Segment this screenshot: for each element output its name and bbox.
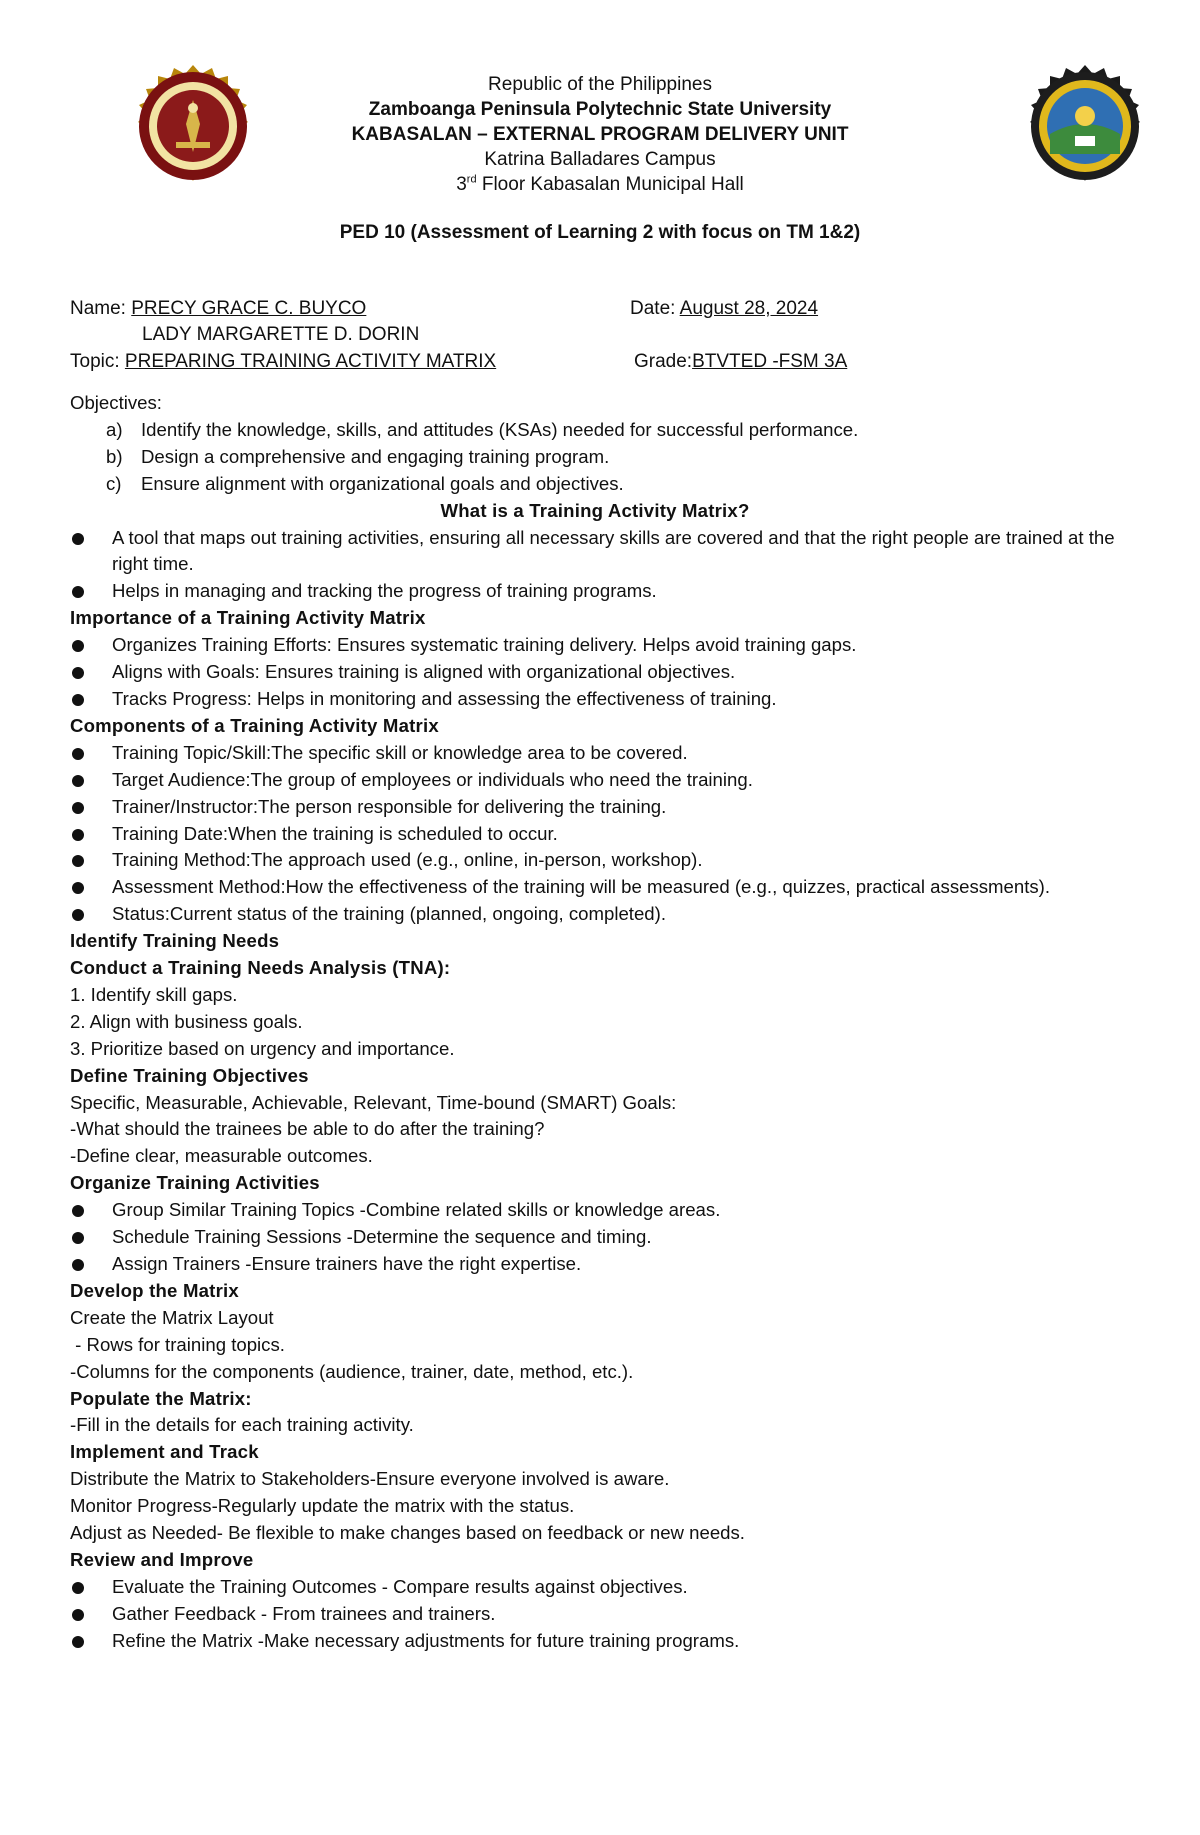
bullet-icon	[72, 1636, 84, 1648]
floor-line	[0, 172, 1200, 197]
bullet-icon	[72, 533, 84, 545]
bullet-text: Organizes Training Efforts: Ensures systematic training delivery. Helps avoid training gaps.	[112, 634, 857, 656]
text-line: Specific, Measurable, Achievable, Relevant, Time-bound (SMART) Goals:	[70, 1091, 677, 1113]
unit-name: KABASALAN – EXTERNAL PROGRAM DELIVERY UNIT	[351, 124, 849, 145]
bullet-item	[70, 632, 1120, 659]
bullet-item	[70, 740, 1120, 767]
bullet-icon	[72, 909, 84, 921]
section-heading: Review and Improve	[70, 1548, 254, 1570]
objective-marker: c)	[106, 472, 122, 494]
bullet-icon	[72, 775, 84, 787]
objective-text: Ensure alignment with organizational goals and objectives.	[141, 472, 624, 494]
objective-item	[70, 417, 1120, 444]
republic-line: Republic of the Philippines	[488, 74, 712, 95]
bullet-text: Status:Current status of the training (planned, ongoing, completed).	[112, 903, 667, 925]
section-heading: Develop the Matrix	[70, 1279, 239, 1301]
section-heading: Identify Training Needs	[70, 930, 280, 952]
objectives-label: Objectives:	[70, 392, 162, 413]
objective-text: Identify the knowledge, skills, and attitudes (KSAs) needed for successful performance.	[141, 418, 859, 440]
bullet-item	[70, 1197, 1120, 1224]
text-line: Create the Matrix Layout	[70, 1306, 274, 1328]
numbered-line: 1. Identify skill gaps.	[70, 983, 238, 1005]
bullet-text: Target Audience:The group of employees or individuals who need the training.	[112, 768, 753, 790]
section-heading: Organize Training Activities	[70, 1172, 320, 1194]
section-heading: Implement and Track	[70, 1441, 259, 1463]
date-label: Date:	[630, 298, 680, 319]
document-body	[70, 390, 1120, 1655]
bullet-item	[70, 1574, 1120, 1601]
text-line: - Rows for training topics.	[70, 1333, 285, 1355]
bullet-item	[70, 794, 1120, 821]
bullet-text: Evaluate the Training Outcomes - Compare results against objectives.	[112, 1575, 688, 1597]
bullet-item	[70, 874, 1120, 901]
bullet-text: Schedule Training Sessions -Determine the sequence and timing.	[112, 1226, 652, 1248]
date-value: August 28, 2024	[679, 298, 819, 319]
bullet-text: A tool that maps out training activities, ensuring all necessary skills are covered and that the right people are trained at the right time.	[112, 526, 1115, 575]
section-heading: Define Training Objectives	[70, 1064, 309, 1086]
bullet-icon	[72, 748, 84, 760]
objective-item	[70, 471, 1120, 498]
bullet-text: Helps in managing and tracking the progress of training programs.	[112, 580, 657, 602]
name-value-2: LADY MARGARETTE D. DORIN	[142, 324, 420, 345]
objective-text: Design a comprehensive and engaging training program.	[141, 445, 610, 467]
text-line: -Columns for the components (audience, trainer, date, method, etc.).	[70, 1360, 634, 1382]
bullet-icon	[72, 1259, 84, 1271]
university-name: Zamboanga Peninsula Polytechnic State University	[368, 99, 832, 120]
section-heading: Components of a Training Activity Matrix	[70, 714, 439, 736]
bullet-icon	[72, 802, 84, 814]
bullet-item	[70, 525, 1120, 579]
section-heading: Importance of a Training Activity Matrix	[70, 607, 426, 629]
bullet-icon	[72, 1205, 84, 1217]
objective-item	[70, 444, 1120, 471]
grade-row	[634, 349, 847, 374]
bullet-text: Assign Trainers -Ensure trainers have the right expertise.	[112, 1253, 582, 1274]
bullet-icon	[72, 667, 84, 679]
section-heading: Populate the Matrix:	[70, 1387, 252, 1409]
bullet-icon	[72, 586, 84, 598]
bullet-icon	[72, 855, 84, 867]
campus-name: Katrina Balladares Campus	[484, 149, 716, 170]
floor-suffix: rd	[466, 173, 477, 186]
floor-text: Floor Kabasalan Municipal Hall	[476, 174, 744, 195]
bullet-text: Gather Feedback - From trainees and trainers.	[112, 1602, 496, 1624]
bullet-item	[70, 1601, 1120, 1628]
bullet-item	[70, 901, 1120, 928]
topic-value: PREPARING TRAINING ACTIVITY MATRIX	[124, 351, 497, 372]
bullet-item	[70, 1628, 1120, 1655]
text-line: Distribute the Matrix to Stakeholders-Ensure everyone involved is aware.	[70, 1468, 670, 1490]
text-line: -What should the trainees be able to do after the training?	[70, 1118, 545, 1140]
course-title: PED 10 (Assessment of Learning 2 with focus on TM 1&2)	[339, 222, 861, 243]
bullet-text: Aligns with Goals: Ensures training is aligned with organizational objectives.	[112, 661, 736, 683]
bullet-item	[70, 578, 1120, 605]
name-label: Name:	[70, 298, 132, 319]
floor-number: 3	[456, 174, 467, 195]
text-line: Monitor Progress-Regularly update the matrix with the status.	[70, 1495, 575, 1517]
topic-row	[70, 349, 496, 374]
bullet-item	[70, 847, 1120, 874]
bullet-icon	[72, 1582, 84, 1594]
bullet-icon	[72, 829, 84, 841]
numbered-line: 3. Prioritize based on urgency and importance.	[70, 1037, 455, 1059]
section-subheading: Conduct a Training Needs Analysis (TNA):	[70, 957, 451, 979]
date-row	[630, 296, 818, 321]
bullet-icon	[72, 694, 84, 706]
section-heading: What is a Training Activity Matrix?	[440, 499, 750, 521]
text-line: -Define clear, measurable outcomes.	[70, 1145, 373, 1167]
bullet-icon	[72, 882, 84, 894]
bullet-text: Training Method:The approach used (e.g., online, in-person, workshop).	[112, 849, 703, 871]
bullet-item	[70, 767, 1120, 794]
bullet-icon	[72, 1232, 84, 1244]
bullet-text: Trainer/Instructor:The person responsible for delivering the training.	[112, 795, 667, 817]
bullet-item	[70, 1251, 1120, 1278]
bullet-text: Training Date:When the training is scheduled to occur.	[112, 822, 558, 844]
bullet-item	[70, 1224, 1120, 1251]
topic-label: Topic:	[70, 351, 125, 372]
bullet-icon	[72, 1609, 84, 1621]
bullet-text: Refine the Matrix -Make necessary adjustments for future training programs.	[112, 1629, 740, 1651]
grade-label: Grade:	[634, 351, 693, 372]
bullet-text: Tracks Progress: Helps in monitoring and assessing the effectiveness of training.	[112, 687, 777, 709]
numbered-line: 2. Align with business goals.	[70, 1010, 303, 1032]
bullet-text: Assessment Method:How the effectiveness of the training will be measured (e.g., quizzes, practical assessments).	[112, 876, 1051, 898]
text-line: -Fill in the details for each training activity.	[70, 1414, 414, 1436]
name-row	[70, 296, 366, 321]
objective-marker: a)	[106, 418, 123, 440]
bullet-text: Group Similar Training Topics -Combine related skills or knowledge areas.	[112, 1199, 721, 1221]
text-line: Adjust as Needed- Be flexible to make changes based on feedback or new needs.	[70, 1522, 745, 1544]
bullet-item	[70, 821, 1120, 848]
bullet-text: Training Topic/Skill:The specific skill or knowledge area to be covered.	[112, 741, 688, 763]
grade-value: BTVTED -FSM 3A	[692, 351, 848, 372]
bullet-item	[70, 686, 1120, 713]
letterhead	[0, 72, 1200, 197]
name-value-1: PRECY GRACE C. BUYCO	[131, 298, 367, 319]
bullet-item	[70, 659, 1120, 686]
bullet-icon	[72, 640, 84, 652]
objective-marker: b)	[106, 445, 123, 467]
